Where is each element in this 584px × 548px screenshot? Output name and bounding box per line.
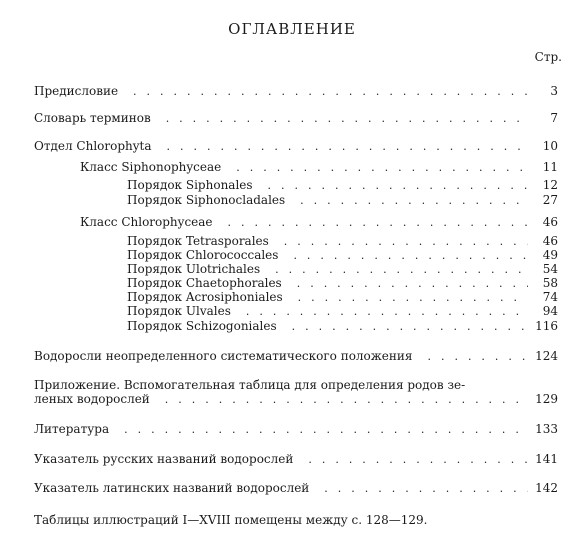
leader-dots: [266, 263, 528, 277]
toc-entry-page: 10: [542, 139, 558, 153]
toc-entry-order[interactable]: [127, 193, 558, 208]
toc-entry-label: Порядок Chaetophorales: [127, 276, 282, 290]
toc-entry-appendix[interactable]: [34, 392, 558, 407]
leader-dots: [275, 235, 528, 249]
toc-entry-label: Порядок Acrosiphoniales: [127, 290, 283, 304]
toc-entry-order[interactable]: [127, 276, 558, 291]
toc-entry-order[interactable]: [127, 248, 558, 263]
toc-entry-latin-index[interactable]: [34, 481, 558, 496]
toc-entry-literature[interactable]: [34, 422, 558, 437]
toc-entry-label: Порядок Tetrasporales: [127, 234, 269, 248]
illustrations-note: Таблицы иллюстраций I—XVIII помещены между с. 128—129.: [34, 513, 428, 527]
toc-entry-page: 46: [542, 215, 558, 229]
toc-entry-page: 129: [535, 392, 558, 406]
toc-entry-page: 133: [535, 422, 558, 436]
toc-entry-label: Указатель латинских названий водорослей: [34, 481, 310, 495]
toc-entry-page: 3: [550, 84, 558, 98]
toc-entry-appendix-line1: Приложение. Вспомогательная таблица для определения родов зе-: [34, 378, 466, 392]
toc-entry-label: Порядок Ulvales: [127, 304, 231, 318]
toc-entry-label: Предисловие: [34, 84, 119, 98]
leader-dots: [288, 277, 528, 291]
toc-entry-order[interactable]: [127, 290, 558, 305]
toc-entry-order[interactable]: [127, 319, 558, 334]
toc-entry-label: Порядок Schizogoniales: [127, 319, 277, 333]
toc-entry-order[interactable]: [127, 304, 558, 319]
toc-entry-label: Словарь терминов: [34, 111, 151, 125]
toc-entry-label: Порядок Siphonocladales: [127, 193, 286, 207]
leader-dots: [291, 194, 528, 208]
toc-entry-order[interactable]: [127, 178, 558, 193]
page-column-header: Стр.: [534, 50, 562, 64]
leader-dots: [157, 112, 528, 126]
toc-entry-page: 141: [535, 452, 558, 466]
toc-entry-page: 49: [542, 248, 558, 262]
toc-entry-page: 142: [535, 481, 558, 495]
leader-dots: [259, 179, 528, 193]
page-title: ОГЛАВЛЕНИЕ: [228, 20, 356, 38]
toc-entry-class[interactable]: [80, 215, 558, 230]
toc-entry-label: Класс Chlorophyceae: [80, 215, 213, 229]
toc-entry-label: Отдел Chlorophyta: [34, 139, 152, 153]
toc-entry-page: 124: [535, 349, 558, 363]
leader-dots: [156, 393, 528, 407]
toc-entry-class[interactable]: [80, 160, 558, 175]
toc-entry-preface[interactable]: [34, 84, 558, 99]
toc-entry-label: Порядок Ulotrichales: [127, 262, 261, 276]
leader-dots: [284, 249, 528, 263]
leader-dots: [158, 140, 528, 154]
toc-entry-label: Класс Siphonophyceae: [80, 160, 222, 174]
toc-entry-division[interactable]: [34, 139, 558, 154]
toc-entry-page: 74: [542, 290, 558, 304]
toc-entry-incertae-sedis[interactable]: [34, 349, 558, 364]
toc-entry-label: Порядок Chlorococcales: [127, 248, 279, 262]
leader-dots: [115, 423, 528, 437]
toc-entry-page: 116: [535, 319, 558, 333]
toc-entry-label: Указатель русских названий водорослей: [34, 452, 294, 466]
toc-entry-page: 7: [550, 111, 558, 125]
toc-entry-label: леных водорослей: [34, 392, 150, 406]
toc-entry-label: Водоросли неопределенного систематического положения: [34, 349, 413, 363]
toc-entry-order[interactable]: [127, 234, 558, 249]
leader-dots: [315, 482, 528, 496]
toc-entry-russian-index[interactable]: [34, 452, 558, 467]
leader-dots: [219, 216, 528, 230]
leader-dots: [283, 320, 528, 334]
toc-entry-page: 11: [542, 160, 558, 174]
leader-dots: [289, 291, 528, 305]
toc-entry-glossary[interactable]: [34, 111, 558, 126]
toc-entry-label: Литература: [34, 422, 110, 436]
toc-entry-page: 27: [542, 193, 558, 207]
toc-entry-page: 46: [542, 234, 558, 248]
toc-entry-page: 54: [542, 262, 558, 276]
toc-entry-page: 94: [542, 304, 558, 318]
leader-dots: [299, 453, 528, 467]
leader-dots: [227, 161, 528, 175]
toc-entry-label: Порядок Siphonales: [127, 178, 253, 192]
leader-dots: [237, 305, 528, 319]
toc-entry-order[interactable]: [127, 262, 558, 277]
toc-entry-page: 12: [542, 178, 558, 192]
leader-dots: [418, 350, 528, 364]
leader-dots: [124, 85, 528, 99]
toc-entry-page: 58: [542, 276, 558, 290]
